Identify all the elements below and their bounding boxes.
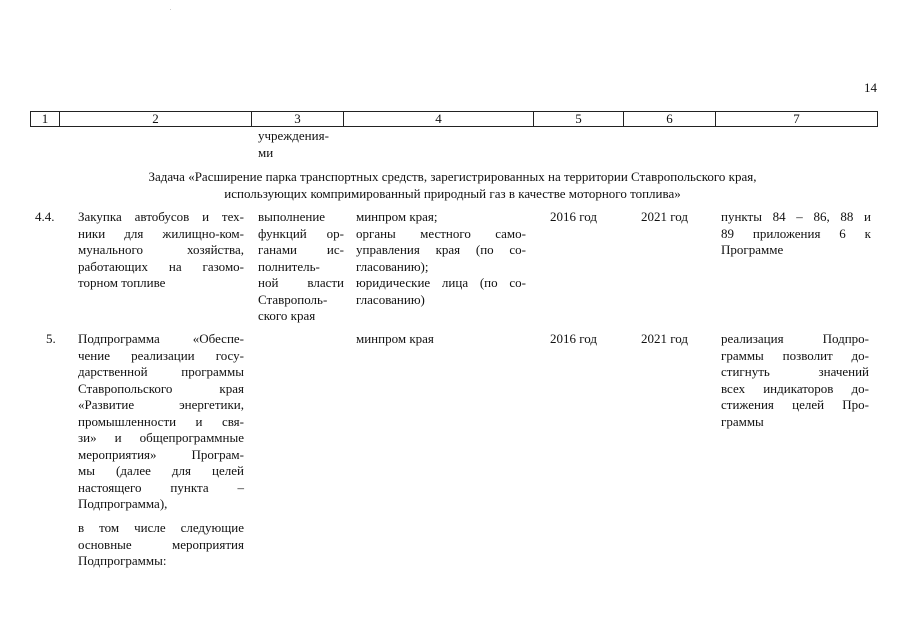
row-description-continuation: в том числе следующие основные мероприятия Подпрограммы: <box>78 520 244 568</box>
row-number: 5. <box>46 331 56 346</box>
header-cell-5: 5 <box>534 111 624 127</box>
row-end-year: 2021 год <box>641 331 688 346</box>
row-number: 4.4. <box>35 209 55 224</box>
header-cell-6: 6 <box>624 111 716 127</box>
scan-speck <box>170 9 171 10</box>
row-executor: выполнение функций ор- ганами ис- полнитель- ной власти Ставрополь- ского края <box>258 209 344 323</box>
row-indicators: пункты 84 – 86, 88 и 89 приложения 6 к Программе <box>721 209 871 257</box>
page-number: 14 <box>864 80 877 95</box>
row-end-year: 2021 год <box>641 209 688 224</box>
header-cell-2: 2 <box>60 111 252 127</box>
row-responsible: минпром края <box>356 331 434 346</box>
header-cell-1: 1 <box>30 111 60 127</box>
row-description: Подпрограмма «Обеспе- чение реализации госу- дарственной программы Ставропольского края «Развитие энергетики, промышленности и свя- зи» и общепрограммные мероприятия» Програм- мы (далее для целей настоящего пункта – Подпрограмма), <box>78 331 244 511</box>
row-start-year: 2016 год <box>550 209 597 224</box>
row-start-year: 2016 год <box>550 331 597 346</box>
header-cell-3: 3 <box>252 111 344 127</box>
row-indicators: реализация Подпро- граммы позволит до- стигнуть значений всех индикаторов до- стижения целей Про- граммы <box>721 331 869 429</box>
row-description: Закупка автобусов и тех- ники для жилищно-ком- мунального хозяйства, работающих на газомо- торном топливе <box>78 209 244 290</box>
task-heading <box>0 169 905 202</box>
carryover-col3: учреждения- ми <box>258 128 329 160</box>
task-heading-line: Задача «Расширение парка транспортных средств, зарегистрированных на территории Ставропольского края, <box>148 169 757 184</box>
task-heading-line: использующих компримированный природный газ в качестве моторного топлива» <box>224 185 681 201</box>
row-responsible: минпром края; органы местного само- управления края (по со- гласованию); юридические лица (по со- гласованию) <box>356 209 526 307</box>
header-cell-4: 4 <box>344 111 534 127</box>
header-cell-7: 7 <box>716 111 878 127</box>
